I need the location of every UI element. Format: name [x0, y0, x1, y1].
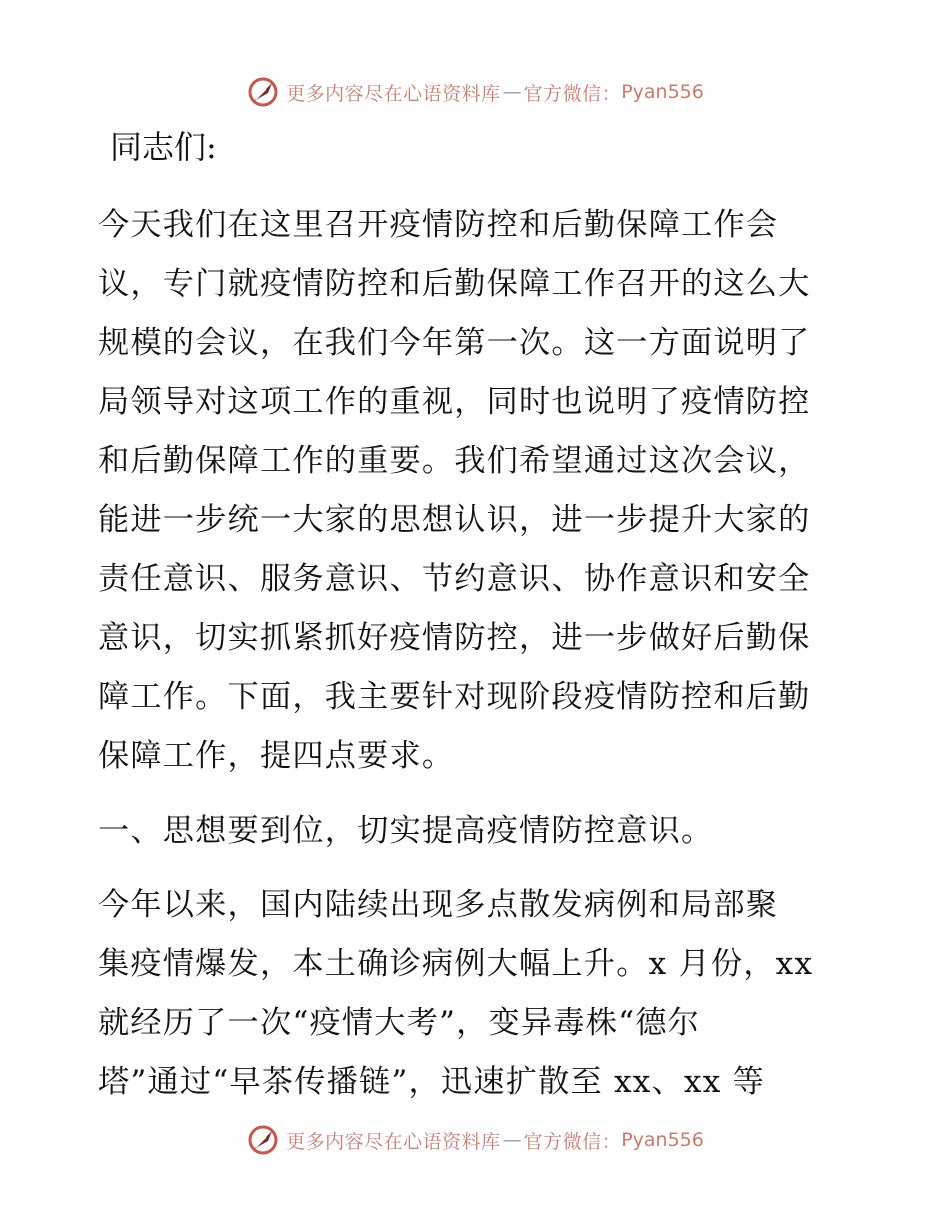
- header-watermark: [0, 72, 950, 112]
- watermark-wechat-id: Pyan556: [621, 81, 704, 103]
- watermark-site-text: 更多内容尽在心语资料库: [286, 1130, 501, 1153]
- salutation: 同志们:: [110, 128, 217, 166]
- paragraph-intro: 今天我们在这里召开疫情防控和后勤保障工作会 议，专门就疫情防控和后勤保障工作召开的这么大 规模的会议，在我们今年第一次。这一方面说明了 局领导对这项工作的重视，同时也说明了疫情防控 和后勤保障工作的重要。我们希望通过这次会议， 能进一步统一大家的思想认识，进一步提升大家的 责任意识、服务意识、节约意识、协作意识和安全 意识，切实抓紧抓好疫情防控，进一步做好后勤保 障工作。下面，我主要针对现阶段疫情防控和后勤 保障工作，提四点要求。: [98, 207, 811, 774]
- watermark-separator: —: [502, 81, 522, 103]
- quill-pen-logo-icon: [246, 75, 280, 109]
- footer-watermark: [0, 1120, 950, 1160]
- watermark-wechat-label: 官方微信：: [523, 1130, 622, 1153]
- watermark-wechat-label: 官方微信：: [523, 82, 622, 105]
- paragraph-section-1: 今年以来，国内陆续出现多点散发病例和局部聚 集疫情爆发，本土确诊病例大幅上升。x 月份，xx 就经历了一次“疫情大考”，变异毒株“德尔 塔”通过“早茶传播链”，迅速扩散至 xx、xx 等: [98, 887, 814, 1100]
- watermark-wechat-id: Pyan556: [621, 1129, 704, 1151]
- watermark-site-text: 更多内容尽在心语资料库: [286, 82, 501, 105]
- section-heading-1: 一、思想要到位，切实提高疫情防控意识。: [98, 813, 714, 849]
- quill-pen-logo-icon: [246, 1123, 280, 1157]
- document-body: [98, 124, 848, 1112]
- watermark-separator: —: [502, 1129, 522, 1151]
